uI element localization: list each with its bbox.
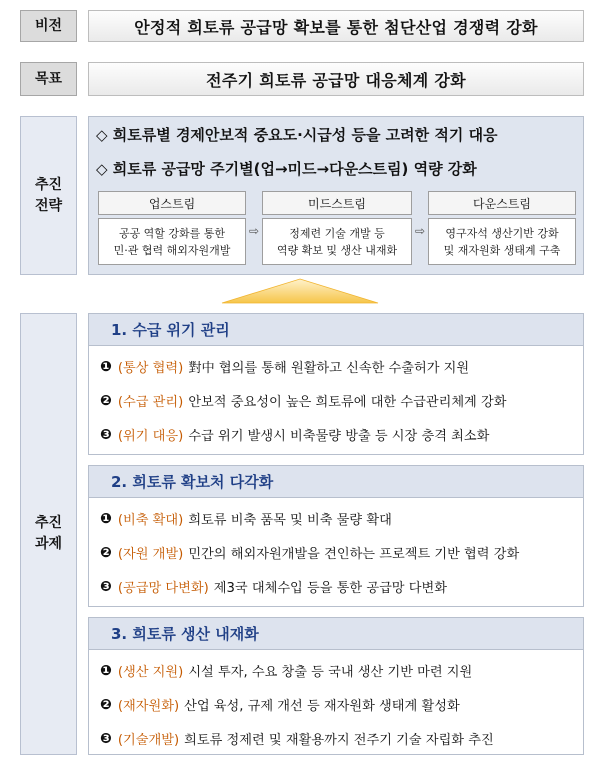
stream-body-upstream-line2: 민·관 협력 해외자원개발 [113,243,231,257]
task-category: (자원 개발) [117,547,184,562]
task-category: (위기 대응) [117,429,184,444]
task-3-item-1 [100,661,472,680]
task-category: (공급망 다변화) [117,581,209,596]
vision-label-text: 비전 [34,17,63,34]
number-3-icon: ❸ [100,426,112,443]
number-1-icon: ❶ [100,662,112,679]
stream-body-upstream-line1: 공공 역할 강화를 통한 [118,226,226,240]
goal-banner [88,62,584,96]
task-2-item-2 [100,543,519,562]
stream-head-downstream-text: 다운스트림 [473,196,531,211]
task-category: (기술개발) [117,733,180,748]
goal-text: 전주기 희토류 공급망 대응체계 강화 [206,70,466,90]
stream-head-midstream-text: 미드스트림 [308,196,366,211]
task-section-2-title-text: 2. 희토류 확보처 다각화 [111,473,274,491]
task-1-item-1 [100,357,469,376]
task-category: (재자원화) [117,699,180,714]
stream-body-midstream-line1: 정제련 기술 개발 등 [289,226,385,240]
stream-head-downstream [428,191,576,215]
stream-body-midstream [262,218,412,265]
strategy-line-2: ◇ 희토류 공급망 주기별(업→미드→다운스트림) 역량 강화 [96,160,477,178]
stream-head-midstream [262,191,412,215]
task-1-item-3 [100,425,489,444]
number-1-icon: ❶ [100,510,112,527]
number-1-icon: ❶ [100,358,112,375]
task-text: 對中 협의를 통해 원활하고 신속한 수출허가 지원 [188,361,470,376]
number-2-icon: ❷ [100,696,112,713]
task-text: 수급 위기 발생시 비축물량 방출 등 시장 충격 최소화 [188,429,490,444]
task-text: 제3국 대체수입 등을 통한 공급망 다변화 [213,581,447,596]
task-text: 안보적 중요성이 높은 희토류에 대한 수급관리체계 강화 [188,395,507,410]
vision-text: 안정적 희토류 공급망 확보를 통한 첨단산업 경쟁력 강화 [134,17,538,37]
stream-head-upstream-text: 업스트림 [148,196,196,211]
stream-head-upstream [98,191,246,215]
strategy-label-line2: 전략 [34,197,63,214]
task-category: (생산 지원) [117,665,184,680]
goal-label-text: 목표 [34,70,63,87]
task-3-item-3 [100,729,494,748]
number-2-icon: ❷ [100,544,112,561]
task-text: 민간의 해외자원개발을 견인하는 프로젝트 기반 협력 강화 [188,547,520,562]
task-section-1-title [88,313,584,346]
task-text: 시설 투자, 수요 창출 등 국내 생산 기반 마련 지원 [188,665,473,680]
tasks-label-line2: 과제 [34,536,63,552]
task-category: (통상 협력) [117,361,184,376]
vision-banner [88,10,584,42]
task-section-2-title [88,465,584,498]
task-category: (수급 관리) [117,395,184,410]
stream-arrow-2: ⇨ [415,224,426,238]
tasks-label [20,313,77,755]
number-3-icon: ❸ [100,730,112,747]
task-section-1-title-text: 1. 수급 위기 관리 [111,321,230,339]
tasks-label-line1: 추진 [34,515,63,531]
task-2-item-3 [100,577,447,596]
task-2-item-1 [100,509,392,528]
up-arrow-icon [200,277,400,305]
task-section-3-title [88,617,584,650]
task-3-item-2 [100,695,460,714]
strategy-label-line1: 추진 [34,176,63,193]
task-section-3-title-text: 3. 희토류 생산 내재화 [111,625,259,643]
stream-body-upstream [98,218,246,265]
vision-label [20,10,77,42]
task-text: 산업 육성, 규제 개선 등 재자원화 생태계 활성화 [184,699,460,714]
stream-body-downstream-line1: 영구자석 생산기반 강화 [445,226,559,240]
task-text: 희토류 정제련 및 재활용까지 전주기 기술 자립화 추진 [184,733,494,748]
number-2-icon: ❷ [100,392,112,409]
task-category: (비축 확대) [117,513,184,528]
stream-body-downstream-line2: 및 재자원화 생태계 구축 [443,243,561,257]
goal-label [20,62,77,96]
strategy-label [20,116,77,275]
number-3-icon: ❸ [100,578,112,595]
task-1-item-2 [100,391,506,410]
task-text: 희토류 비축 품목 및 비축 물량 확대 [188,513,392,528]
stream-arrow-1: ⇨ [249,224,260,238]
strategy-line-1: ◇ 희토류별 경제안보적 중요도·시급성 등을 고려한 적기 대응 [96,126,498,144]
stream-body-downstream [428,218,576,265]
stream-body-midstream-line2: 역량 확보 및 생산 내재화 [276,243,398,257]
